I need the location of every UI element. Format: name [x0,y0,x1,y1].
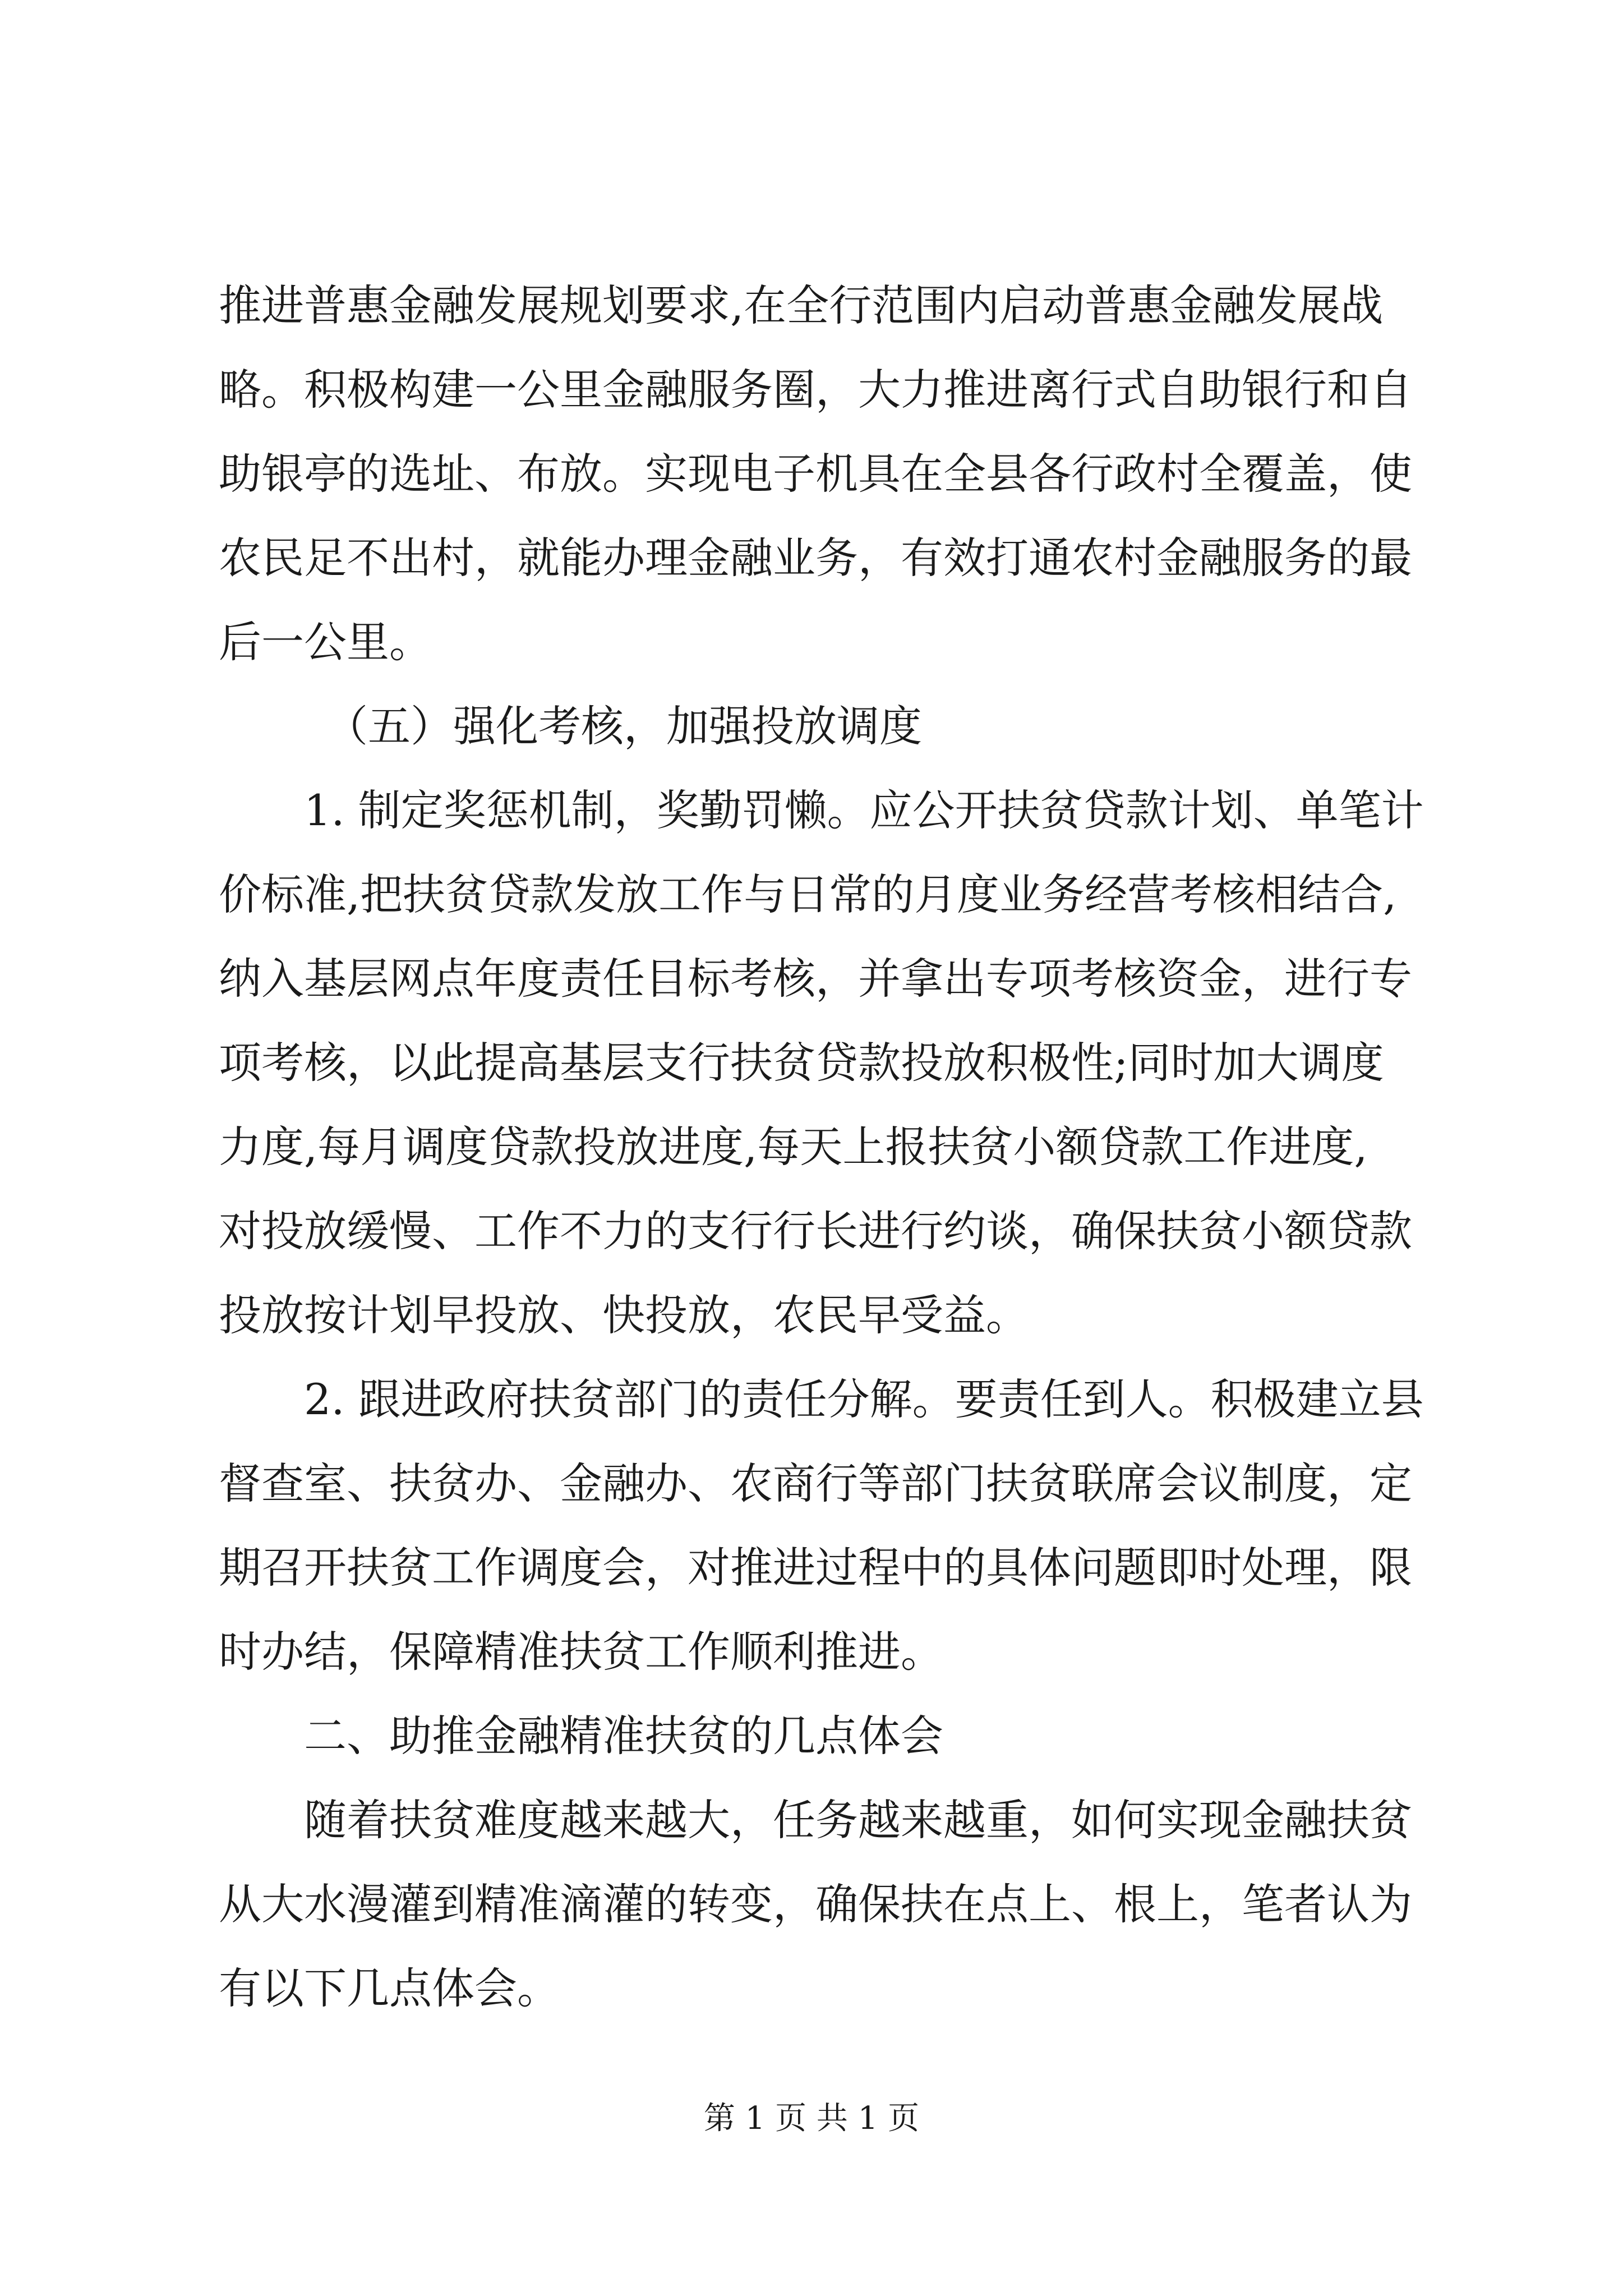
paragraph-first-line: 2. 跟进政府扶贫部门的责任分解。要责任到人。积极建立县 [304,1374,1424,1424]
section-heading: （五）强化考核，加强投放调度 [325,701,922,751]
text-line: 投放按计划早投放、快投放，农民早受益。 [219,1290,1029,1340]
section-heading: 二、助推金融精准扶贫的几点体会 [304,1711,943,1761]
text-line: 略。积极构建一公里金融服务圈，大力推进离行式自助银行和自 [219,365,1412,415]
paragraph-first-line: 随着扶贫难度越来越大，任务越来越重，如何实现金融扶贫 [304,1795,1412,1845]
text-line: 后一公里。 [219,617,432,667]
text-line: 农民足不出村，就能办理金融业务，有效打通农村金融服务的最 [219,533,1412,583]
page-footer: 第 1 页 共 1 页 [703,2100,920,2137]
text-line: 有以下几点体会。 [219,1963,560,2013]
text-line: 价标准,把扶贫贷款发放工作与日常的月度业务经营考核相结合, [219,869,1397,919]
text-line: 推进普惠金融发展规划要求,在全行范围内启动普惠金融发展战 [219,280,1384,330]
text-line: 项考核，以此提高基层支行扶贫贷款投放积极性;同时加大调度 [219,1038,1384,1088]
text-line: 助银亭的选址、布放。实现电子机具在全县各行政村全覆盖，使 [219,449,1412,499]
text-line: 从大水漫灌到精准滴灌的转变，确保扶在点上、根上，笔者认为 [219,1879,1412,1929]
text-line: 纳入基层网点年度责任目标考核，并拿出专项考核资金，进行专 [219,954,1412,1004]
paragraph-first-line: 1. 制定奖惩机制，奖勤罚懒。应公开扶贫贷款计划、单笔计 [304,785,1424,835]
text-line: 时办结，保障精准扶贫工作顺利推进。 [219,1627,943,1677]
text-line: 期召开扶贫工作调度会，对推进过程中的具体问题即时处理，限 [219,1543,1412,1593]
text-line: 力度,每月调度贷款投放进度,每天上报扶贫小额贷款工作进度, [219,1122,1368,1172]
text-line: 对投放缓慢、工作不力的支行行长进行约谈，确保扶贫小额贷款 [219,1206,1412,1256]
document-body [219,264,1441,2031]
text-line: 督查室、扶贫办、金融办、农商行等部门扶贫联席会议制度，定 [219,1458,1412,1508]
